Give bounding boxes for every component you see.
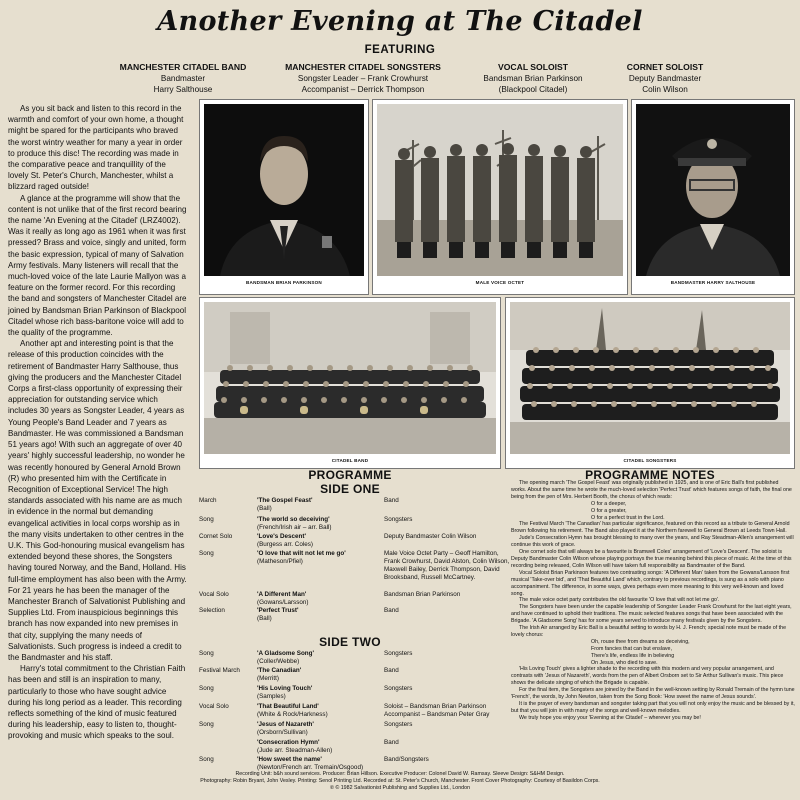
notes-paragraph: The Songsters have been under the capable leadership of Songster Leader Frank Crowhurst for the last eight years, and have continued to uphold their traditions. The music selected features songs that have been associated with the Brigade. 'A Gladsome Song' has for some years served to introduce many festivals given by the Songsters.	[511, 604, 792, 625]
notes-paragraph: Vocal Soloist Brian Parkinson features two contrasting songs: 'A Different Man' taken from the Gowans/Larsson first musical 'Take-over bid', and 'That Beautiful Land' which, contrary to previous recordings, is sung as a solo with piano accompaniment. The difference, in some ways, gives perhaps even more meaning to this very well-known and loved song.	[511, 569, 790, 597]
photo-caption: CITADEL BAND	[331, 458, 369, 463]
item-title: 'The Canadian'	[257, 667, 302, 674]
side-two-list	[199, 650, 511, 770]
item-title: 'O love that wilt not let me go'	[257, 550, 346, 557]
item-composer: (Newton/French arr. Tremain/Osgood)	[257, 764, 364, 771]
photo-caption: CITADEL SONGSTERS	[623, 458, 677, 463]
credit-songsters	[268, 62, 458, 95]
item-composer: (Matheson/Pfiel)	[257, 558, 303, 565]
credit-band	[108, 62, 258, 95]
item-performer: Band	[384, 497, 399, 504]
item-type: Festival March	[199, 667, 240, 674]
item-type: Song	[199, 650, 214, 657]
item-type: Selection	[199, 607, 225, 614]
notes-paragraph: For the final item, the Songsters are joined by the Band in the well-known setting by Ronald Tremain of the hymn tune 'French', the words, by John Newton, taken from the Song Book: 'How sweet the name of Jesus sounds'.	[511, 687, 795, 701]
featuring-heading: FEATURING	[364, 44, 436, 56]
item-type: March	[199, 497, 217, 504]
item-title: 'Consecration Hymn'	[257, 739, 320, 746]
item-type: Song	[199, 516, 214, 523]
chorus-line: O for a greater,	[591, 507, 627, 514]
item-composer: (Burgess arr. Coles)	[257, 541, 313, 548]
notes-heading: PROGRAMME NOTES	[585, 468, 715, 482]
photo-caption: MALE VOICE OCTET	[475, 280, 525, 285]
item-type: Vocal Solo	[199, 591, 229, 598]
credit-line: Harry Salthouse	[153, 85, 213, 94]
photo-parkinson-frame	[199, 99, 369, 295]
credit-cornet-soloist	[600, 62, 730, 95]
notes-paragraph: 'His Loving Touch' gives a lighter shade to the recording with this modern and very popular arrangement, and contrasts with 'Jesus of Nazareth', words from the pen of Albert Orsborn set to Sir Arthur Sullivan's music. This piece shows the delicate singing of which the Brigade is capable.	[511, 666, 784, 687]
notes-paragraph: One cornet solo that will always be a favourite is Bramwell Coles' arrangement of 'Love's Descent'. The soloist is Deputy Bandmaster Colin Wilson whose playing portrays the true meaning behind this piece of music. At the time of this recording being released, Colin Wilson will have taken full responsibility as Bandmaster of the Band.	[511, 549, 792, 569]
item-type: Song	[199, 756, 214, 763]
item-performer: Band	[384, 607, 399, 614]
item-title: 'Love's Descent'	[257, 533, 306, 540]
album-title: Another Evening at The Citadel	[157, 6, 643, 37]
item-composer: (Merritt)	[257, 675, 280, 682]
item-performer: Songsters	[384, 721, 413, 728]
side-one-heading: SIDE ONE	[320, 482, 380, 496]
footer-line: Recording Unit: b&h sound services. Producer: Brian Hillson. Executive Producer: Colonel David W. Ramsay. Sleeve Design: S&HM Design.	[235, 771, 565, 777]
item-performer: Songsters	[384, 516, 413, 523]
band-photo	[200, 298, 500, 458]
item-performer: Male Voice Octet Party – Geoff Hamilton, Frank Crowhurst, David Alston, Colin Wilson, Maxwell Bailey, Derrick Thompson, David Brooksband, Russell McCartney.	[384, 550, 510, 581]
item-performer: Songsters	[384, 650, 413, 657]
item-type: Song	[199, 550, 214, 557]
item-title: 'A Gladsome Song'	[257, 650, 314, 657]
item-composer: (Ball)	[257, 505, 272, 512]
item-composer: (Gowans/Larsson)	[257, 599, 309, 606]
salthouse-photo	[632, 100, 794, 280]
item-type: Song	[199, 721, 214, 728]
intro-paragraph: As you sit back and listen to this record in the warmth and comfort of your own home, a thought might be spared for the participants who braved the worst wintry weather for many a year in order to produce this disc! The recording was made in the comparative peace and tranquillity of the lovely St. Peter's Church, Manchester, whilst a blizzard raged outside!	[8, 104, 184, 192]
item-type: Cornet Solo	[199, 533, 233, 540]
item-title: 'Perfect Trust'	[257, 607, 299, 614]
item-performer: Band/Songsters	[384, 756, 429, 763]
intro-text	[8, 103, 188, 742]
intro-paragraph: Another apt and interesting point is that the release of this production coincides with the retirement of Bandmaster Harry Salthouse, thus giving the producers and the Manchester Citadel Corps a first-class opportunity of expressing their appreciation for outstanding service which includes 30 years as Songster Leader, 4 years as Young People's Band Leader and 7 years as Bandmaster. He was commissioned a Bandsman 51 years ago! With such an aggregate of over 40 years' highly successful leadership, no wonder he was recently honoured by General Arnold Brown (R) who presented him with the Certificate in Recognition of Exceptional Service! The high standards associated with his name are as much in evidence in the normal but demanding evangelical activities in local corps worship as in the many visits undertaken to other centres in the U.K. This God-honouring musical evangelism has extended beyond these shores, the Songsters having toured Norway, and the Band, Holland. His full-time employment has also been with the Army. For 21 years he has been the manager of the Manchester Branch of Salvationist Publishing and Supplies Ltd. From inauspicious beginnings this branch has now expanded into new premises in that city, supplying the many needs of Salvationists. Such progress is indeed a credit to the Bandmaster and his staff.	[8, 339, 187, 662]
photo-octet-frame	[372, 99, 628, 295]
item-type: Vocal Solo	[199, 703, 229, 710]
chorus-line: Oh, rouse thee from dreams so deceiving,	[591, 638, 690, 645]
notes-paragraph: The male voice octet party contributes the old favourite 'O love that wilt not let me go'.	[519, 597, 720, 604]
copyright-line: ℗ © 1982 Salvationist Publishing and Supplies Ltd., London	[329, 785, 471, 792]
credit-line: Accompanist – Derrick Thompson	[301, 85, 425, 94]
credit-heading: MANCHESTER CITADEL SONGSTERS	[285, 62, 441, 72]
chorus-line: On Jesus, who died to save.	[591, 659, 658, 666]
photo-caption: BANDSMAN BRIAN PARKINSON	[246, 280, 322, 285]
intro-paragraph: Harry's total commitment to the Christian Faith has been and still is an inspiration to many, particularly to those who have sought advice during his long period as a leader. This recording reflects something of the kind of music featured during his leadership, easy to listen to, thought-provoking and music which speaks to the soul.	[8, 664, 186, 741]
programme-heading: PROGRAMME	[308, 468, 392, 482]
item-performer: Deputy Bandmaster Colin Wilson	[384, 533, 477, 540]
item-title: 'A Different Man'	[257, 591, 307, 598]
credit-heading: CORNET SOLOIST	[626, 62, 704, 72]
item-composer: (Jude arr. Steadman-Allen)	[257, 747, 333, 754]
item-title: 'His Loving Touch'	[257, 685, 313, 692]
credit-line: Bandsman Brian Parkinson	[483, 74, 583, 83]
item-type: Song	[199, 685, 214, 692]
item-title: 'That Beautiful Land'	[257, 703, 319, 710]
notes-paragraph: The opening march 'The Gospel Feast' was originally published in 1925, and is one of Eric Ball's first published works. About the same time he wrote the much-loved selection 'Perfect Trust' which features songs of faith, the final one being from the pen of Mrs. Herbert Booth, the chorus of which reads:	[511, 480, 792, 500]
programme-notes	[511, 480, 795, 722]
item-performer: Soloist – Bandsman Brian Parkinson Accompanist – Bandsman Peter Gray	[384, 703, 490, 718]
credit-heading: MANCHESTER CITADEL BAND	[119, 62, 247, 72]
photo-salthouse-frame	[631, 99, 795, 295]
item-composer: (White & Rock/Harkness)	[257, 711, 328, 718]
chorus-line: There's life, endless life in believing	[591, 652, 675, 659]
credit-line: Colin Wilson	[642, 85, 688, 94]
chorus-line: O for a deeper,	[591, 500, 627, 507]
octet-photo	[373, 100, 627, 280]
photo-band-frame	[199, 297, 501, 469]
side-one-list	[199, 497, 511, 622]
item-performer: Bandsman Brian Parkinson	[384, 591, 461, 598]
item-composer: (French/Irish air – arr. Ball)	[257, 524, 332, 531]
item-title: 'The Gospel Feast'	[257, 497, 313, 504]
item-title: 'Jesus of Nazareth'	[257, 721, 314, 728]
chorus-line: O for a perfect trust in the Lord.	[591, 514, 665, 521]
photo-songsters-frame	[505, 297, 795, 469]
item-composer: (Ball)	[257, 615, 272, 622]
item-title: 'The world so deceiving'	[257, 516, 330, 523]
credit-line: Deputy Bandmaster	[628, 74, 702, 83]
notes-paragraph: Jude's Consecration Hymn has brought blessing to many over the years, and Ray Steadman-Allen's arrangement will continue this work of grace.	[511, 535, 794, 549]
credit-line: Bandmaster	[160, 74, 206, 83]
footer-line: Photography: Robin Bryant, John Vesley. Printing: Senol Printing Ltd. Recorded at: St. Peter's Church, Manchester. Front Cover Photography: Courtesy of Basildon Corps.	[200, 778, 600, 785]
notes-paragraph: The Festival March 'The Canadian' has particular significance, featured on this record as a tribute to General Arnold Brown following his retirement. The Band also played it at the Northern farewell to General Brown at Leeds Town Hall.	[511, 521, 790, 535]
credit-heading: VOCAL SOLOIST	[497, 62, 569, 72]
production-credits	[0, 771, 800, 793]
notes-paragraph: The Irish Air arranged by Eric Ball is a beautiful setting to words by H. J. French; special note must be made of the lovely chorus:	[511, 625, 787, 638]
item-composer: (Samples)	[257, 693, 286, 700]
credit-line: Songster Leader – Frank Crowhurst	[297, 74, 429, 83]
chorus-line: From fancies that can but enslave,	[591, 645, 672, 652]
item-performer: Songsters	[384, 685, 413, 692]
item-composer: (Orsborn/Sullivan)	[257, 729, 308, 736]
item-composer: (Coller/Webbe)	[257, 658, 300, 665]
parkinson-photo	[200, 100, 368, 280]
side-two-heading: SIDE TWO	[319, 635, 381, 649]
credit-vocal-soloist	[468, 62, 598, 95]
item-performer: Band	[384, 739, 399, 746]
notes-paragraph: We truly hope you enjoy your 'Evening at the Citadel' – wherever you may be!	[519, 714, 701, 721]
item-performer: Band	[384, 667, 399, 674]
photo-caption: BANDMASTER HARRY SALTHOUSE	[670, 280, 756, 285]
notes-paragraph: It is the prayer of every bandsman and songster taking part that you will not only enjoy the music and be blessed by it, but that you will join in with many of the songs and well-known melodies.	[511, 701, 795, 714]
credit-line: (Blackpool Citadel)	[498, 85, 568, 94]
item-title: 'How sweet the name'	[257, 756, 322, 763]
songsters-photo	[506, 298, 794, 458]
intro-paragraph: A glance at the programme will show that the content is not unlike that of the first record bearing the name 'An Evening at the Citadel' (LRZ4002). Was it really as long ago as 1961 when it was first pressed? Brass and voice, singly and united, form the basic expression, typical of many of Salvation Army festivals. Many listeners will recall that the much-loved voice of the late Laurie Mallyon was a feature on the former record. For this recording the band and songsters of Manchester Citadel are joined by Bandsman Brian Parkinson of Blackpool Citadel whose rich bass-baritone voice will add to the quality of the programme.	[8, 193, 187, 338]
